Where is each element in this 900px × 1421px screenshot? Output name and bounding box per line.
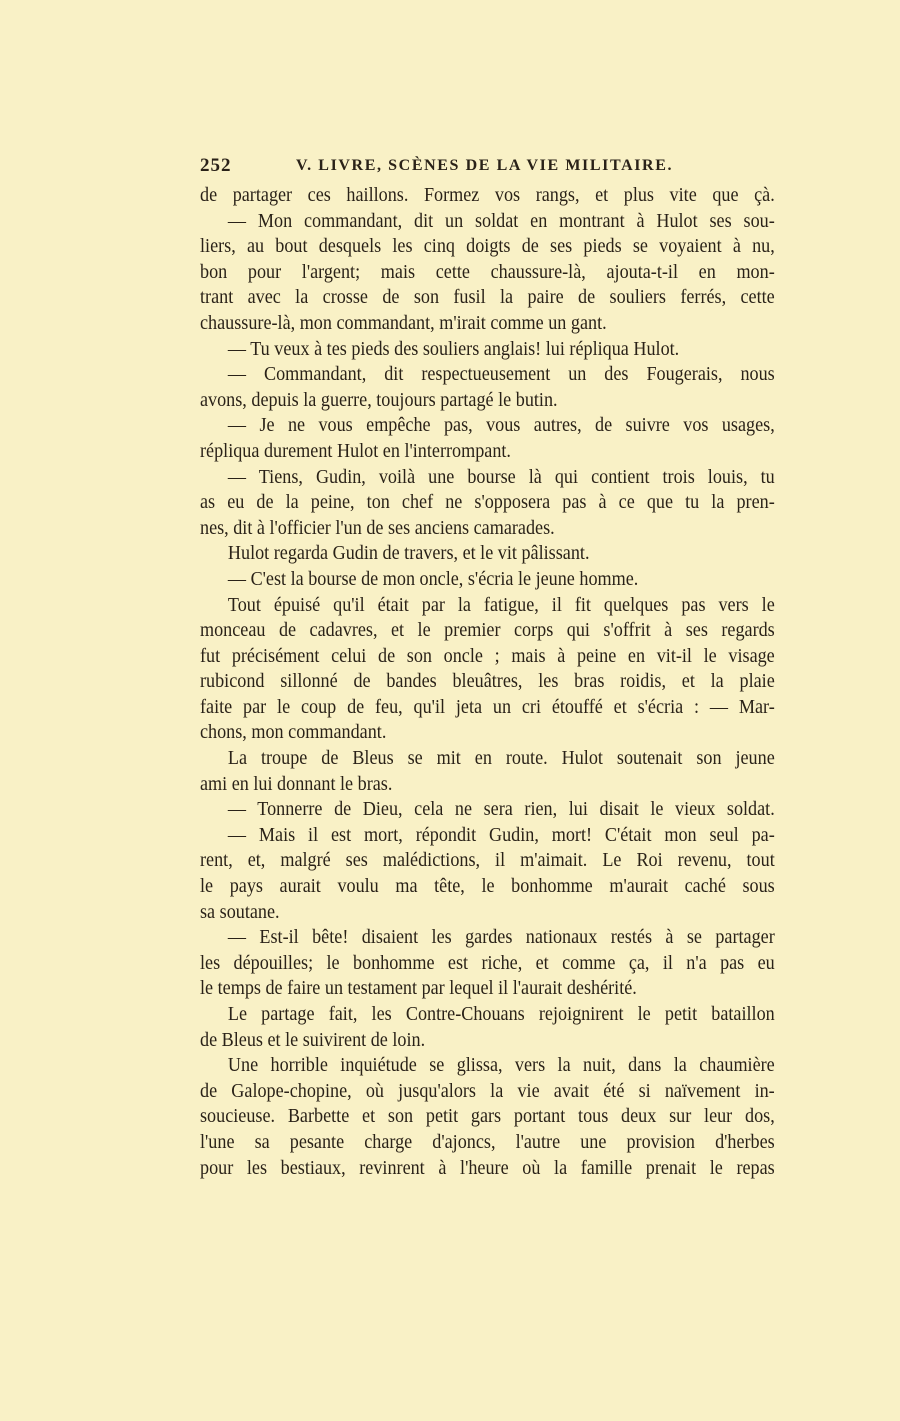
text-line: les dépouilles; le bonhomme est riche, et comme ça, il n'a pas eu: [200, 952, 775, 974]
text-line: — Je ne vous empêche pas, vous autres, de suivre vos usages,: [227, 415, 775, 437]
text-line: le pays aurait voulu ma tête, le bonhomme m'aurait caché sous: [200, 876, 775, 898]
text-line: La troupe de Bleus se mit en route. Hulot soutenait son jeune: [227, 748, 775, 770]
text-line: — C'est la bourse de mon oncle, s'écria le jeune homme.: [227, 568, 639, 590]
text-line: — Commandant, dit respectueusement un des Fougerais, nous: [227, 364, 775, 386]
running-title: V. LIVRE, SCÈNES DE LA VIE MILITAIRE.: [296, 157, 674, 174]
text-line: faite par le coup de feu, qu'il jeta un cri étouffé et s'écria : — Mar-: [200, 696, 775, 718]
text-line: répliqua durement Hulot en l'interrompant.: [200, 440, 511, 462]
page-number: 252: [200, 155, 232, 176]
text-line: chaussure-là, mon commandant, m'irait comme un gant.: [200, 312, 607, 334]
text-line: Hulot regarda Gudin de travers, et le vit pâlissant.: [227, 543, 590, 565]
text-line: avons, depuis la guerre, toujours partagé le butin.: [200, 389, 558, 411]
text-line: — Mon commandant, dit un soldat en montrant à Hulot ses sou-: [227, 210, 775, 232]
text-line: chons, mon commandant.: [200, 722, 387, 744]
text-line: rent, et, malgré ses malédictions, il m'aimait. Le Roi revenu, tout: [200, 850, 775, 872]
text-line: soucieuse. Barbette et son petit gars portant tous deux sur leur dos,: [200, 1106, 775, 1128]
text-line: bon pour l'argent; mais cette chaussure-là, ajouta-t-il en mon-: [200, 261, 775, 283]
text-line: de Galope-chopine, où jusqu'alors la vie avait été si naïvement in-: [200, 1080, 775, 1102]
text-line: — Mais il est mort, répondit Gudin, mort! C'était mon seul pa-: [227, 824, 775, 846]
text-line: le temps de faire un testament par lequel il l'aurait deshérité.: [200, 978, 637, 1000]
text-line: — Tonnerre de Dieu, cela ne sera rien, lui disait le vieux soldat.: [227, 799, 775, 821]
text-line: liers, au bout desquels les cinq doigts de ses pieds se voyaient à nu,: [200, 236, 775, 258]
text-line: trant avec la crosse de son fusil la paire de souliers ferrés, cette: [200, 287, 775, 309]
text-line: — Tiens, Gudin, voilà une bourse là qui contient trois louis, tu: [227, 466, 775, 488]
text-line: de Bleus et le suivirent de loin.: [200, 1029, 426, 1051]
text-line: nes, dit à l'officier l'un de ses anciens camarades.: [200, 517, 555, 539]
text-line: l'une sa pesante charge d'ajoncs, l'autre une provision d'herbes: [200, 1131, 775, 1153]
running-header: [200, 155, 680, 179]
text-line: as eu de la peine, ton chef ne s'opposera pas à ce que tu la pren-: [200, 492, 775, 514]
text-line: monceau de cadavres, et le premier corps qui s'offrit à ses regards: [200, 620, 775, 642]
text-line: — Est-il bête! disaient les gardes nationaux restés à se partager: [227, 927, 775, 949]
text-line: fut précisément celui de son oncle ; mais à peine en vit-il le visage: [200, 645, 775, 667]
text-line: sa soutane.: [200, 901, 280, 923]
text-line: Le partage fait, les Contre-Chouans rejoignirent le petit bataillon: [227, 1004, 775, 1025]
text-line: Tout épuisé qu'il était par la fatigue, il fit quelques pas vers le: [227, 594, 775, 616]
text-line: rubicond sillonné de bandes bleuâtres, les bras roidis, et la plaie: [200, 671, 775, 693]
text-line: pour les bestiaux, revinrent à l'heure où la famille prenait le repas: [200, 1157, 775, 1179]
text-line: Une horrible inquiétude se glissa, vers la nuit, dans la chaumière: [227, 1055, 775, 1077]
text-line: de partager ces haillons. Formez vos rangs, et plus vite que çà.: [200, 185, 775, 206]
body-text: [200, 183, 775, 1181]
text-line: ami en lui donnant le bras.: [200, 773, 393, 795]
text-line: — Tu veux à tes pieds des souliers anglais! lui répliqua Hulot.: [227, 338, 680, 360]
